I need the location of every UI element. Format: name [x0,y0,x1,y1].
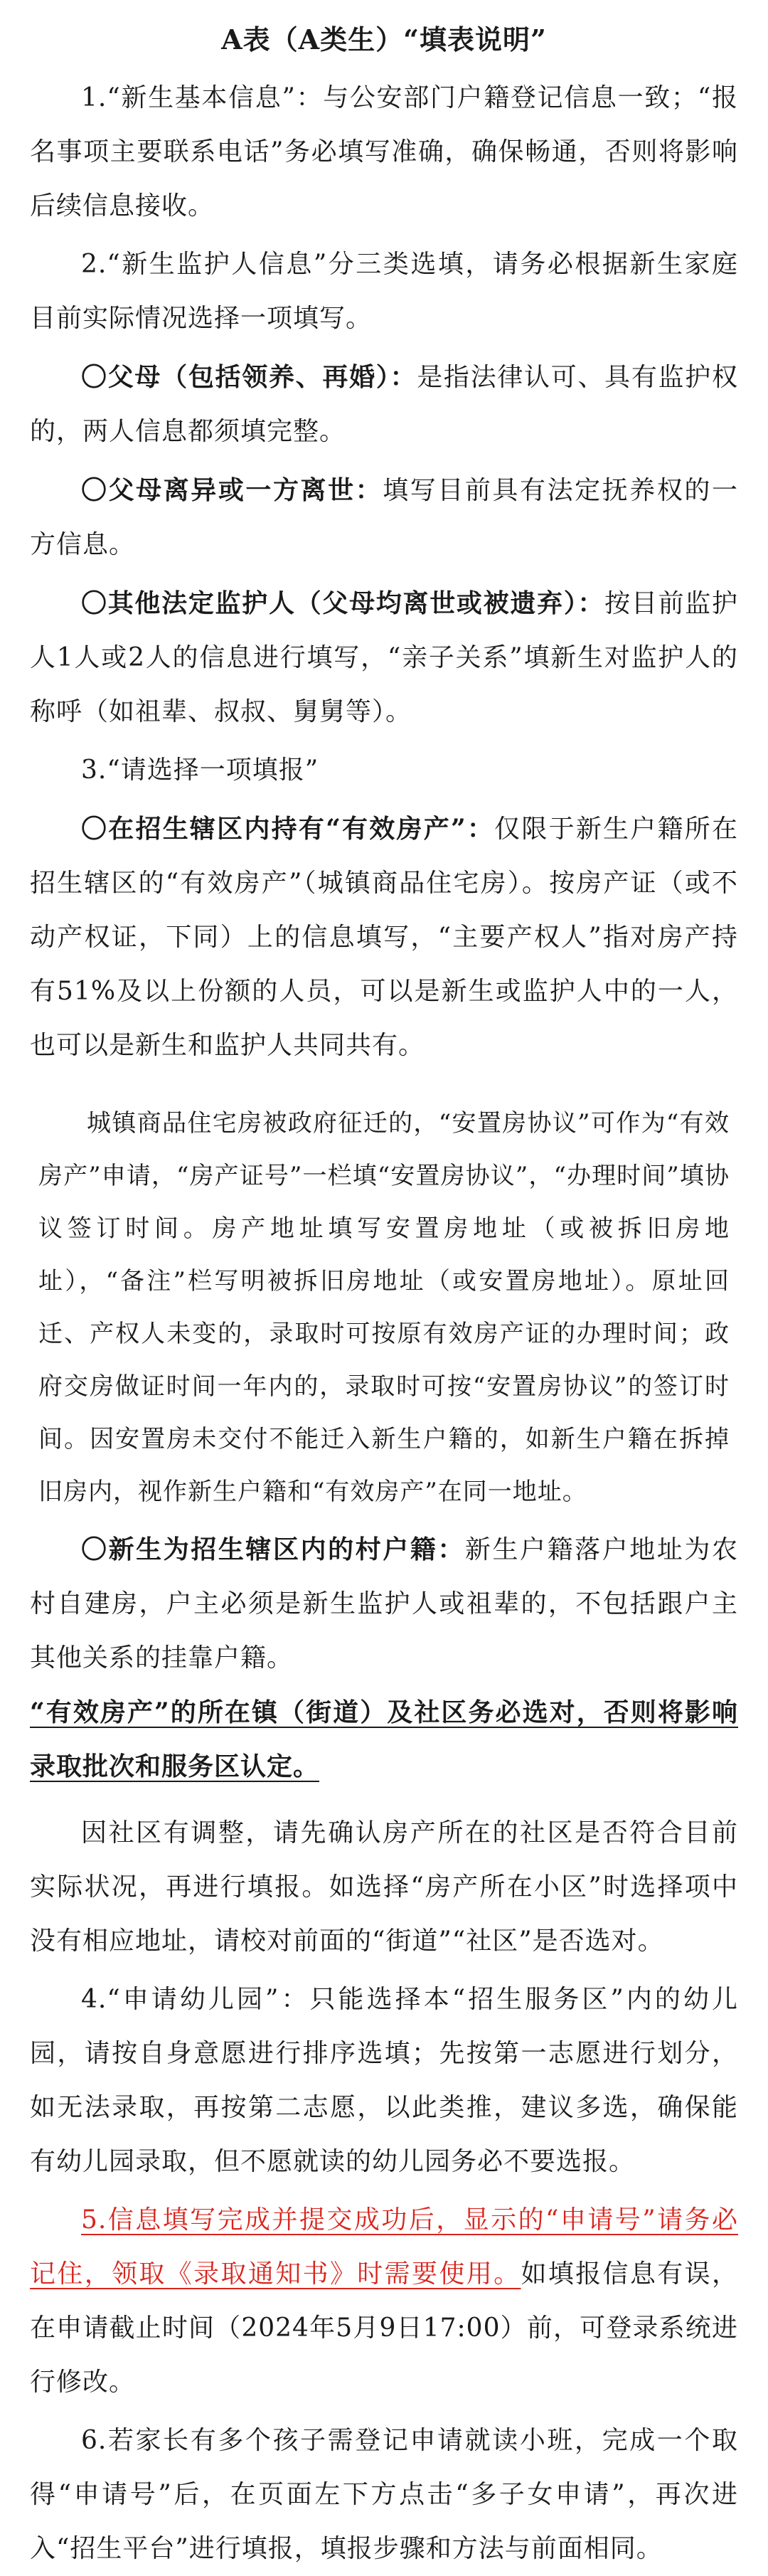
item-5-red-text: 5.信息填写完成并提交成功后，显示的“申请号”请务必记住，领取《录取通知书》时需要使用。 [30,2205,738,2289]
item-5-application-number [30,2193,738,2410]
item-2b-text: 填写目前具有法定抚养权的一方信息。 [30,476,738,559]
important-notice [30,1685,738,1793]
item-3a-valid-property [30,802,738,1073]
item-3b-village-registration [30,1522,738,1685]
item-3b-head: 〇新生为招生辖区内的村户籍： [81,1535,465,1564]
page-title: A表（A类生）“填表说明” [221,23,547,55]
item-4-kindergarten: 4.“申请幼儿园”：只能选择本“招生服务区”内的幼儿园，请按自身意愿进行排序选填；先按第一志愿进行划分，如无法录取，再按第二志愿，以此类推，建议多选，确保能有幼儿园录取，但不愿就读的幼儿园务必不要选报。 [30,1985,738,2176]
item-3-resettlement-note: 城镇商品住宅房被政府征迁的，“安置房协议”可作为“有效房产”申请，“房产证号”一栏填“安置房协议”，“办理时间”填协议签订时间。房产地址填写安置房地址（或被拆旧房地址），“备注”栏写明被拆旧房地址（或安置房地址）。原址回迁、产权人未变的，录取时可按原有效房产证的办理时间；政府交房做证时间一年内的，录取时可按“安置房协议”的签订时间。因安置房未交付不能迁入新生户籍的，如新生户籍在拆掉旧房内，视作新生户籍和“有效房产”在同一地址。 [38,1109,730,1506]
item-2a-text: 是指法律认可、具有监护权的，两人信息都须填完整。 [30,363,738,446]
item-6-multiple-children: 6.若家长有多个孩子需登记申请就读小班，完成一个取得“申请号”后，在页面左下方点击“多子女申请”，再次进入“招生平台”进行填报，填报步骤和方法与前面相同。 [30,2426,738,2563]
item-2a-head: 〇父母（包括领养、再婚）： [81,362,417,392]
item-3-select-one: 3.“请选择一项填报” [81,756,319,785]
item-2c-text: 按目前监护人1人或2人的信息进行填写，“亲子关系”填新生对监护人的称呼（如祖辈、叔叔、舅舅等）。 [30,589,738,726]
item-2b-head: 〇父母离异或一方离世： [81,475,383,505]
item-2c-other-guardian [30,576,738,739]
item-5-text: 如填报信息有误，在申请截止时间（2024年5月9日17:00）前，可登录系统进行修改。 [30,2259,738,2397]
item-3a-text: 仅限于新生户籍所在招生辖区的“有效房产”（城镇商品住宅房）。按房产证（或不动产权证，下同）上的信息填写，“主要产权人”指对房产持有51%及以上份额的人员，可以是新生或监护人中的一人，也可以是新生和监护人共同共有。 [30,815,738,1060]
item-3c-community-note: 因社区有调整，请先确认房产所在的社区是否符合目前实际状况，再进行填报。如选择“房产所在小区”时选择项中没有相应地址，请校对前面的“街道”“社区”是否选对。 [30,1818,738,1956]
item-2b-divorced [30,463,738,572]
item-3a-head: 〇在招生辖区内持有“有效房产”： [81,814,495,844]
important-notice-text: “有效房产”的所在镇（街道）及社区务必选对，否则将影响录取批次和服务区认定。 [30,1697,738,1781]
item-2c-head: 〇其他法定监护人（父母均离世或被遗弃）： [81,588,605,618]
item-2a-parents [30,350,738,459]
item-3b-text: 新生户籍落户地址为农村自建房，户主必须是新生监护人或祖辈的，不包括跟户主其他关系的挂靠户籍。 [30,1535,738,1673]
item-2-guardian-info: 2.“新生监护人信息”分三类选填，请务必根据新生家庭目前实际情况选择一项填写。 [30,250,738,333]
item-1-basic-info: 1.“新生基本信息”：与公安部门户籍登记信息一致；“报名事项主要联系电话”务必填写准确，确保畅通，否则将影响后续信息接收。 [30,83,738,221]
